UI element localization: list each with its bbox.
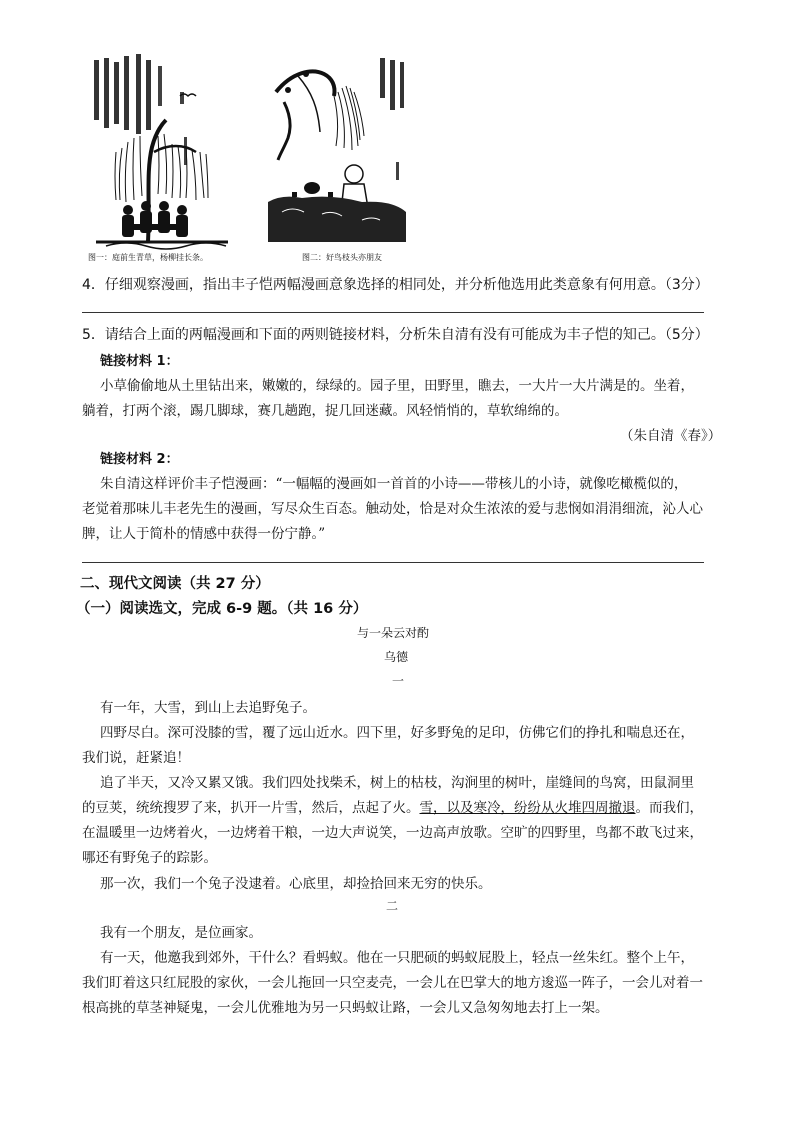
paragraph-3-line-2-text: 的豆荚，统统搜罗了来，扒开一片雪，然后，点起了火。 [82,800,420,816]
paragraph-6-line-1: 有一天，他邀我到郊外，干什么？看蚂蚁。他在一只肥硕的蚂蚁屁股上，轻点一丝朱红。整个上午， [100,950,694,966]
part-1-number: 一 [392,674,405,688]
paragraph-1: 有一年，大雪，到山上去追野兔子。 [100,700,316,716]
answer-line-q4 [82,312,704,313]
question-4: 4．仔细观察漫画，指出丰子恺两幅漫画意象选择的相同处，并分析他选用此类意象有何用意。（3分） [82,277,709,293]
section-divider [82,562,704,563]
section-2-heading: 二、现代文阅读（共 27 分） [80,576,270,592]
comic-image-1 [88,52,238,262]
comic-1-drawing [88,52,238,262]
comic-1-caption: 图一：庭前生青草，杨柳挂长条。 [88,253,208,262]
paragraph-6-line-3: 根高挑的草茎神疑鬼，一会儿优雅地为另一只蚂蚁让路，一会儿又急匆匆地去打上一架。 [82,1000,609,1016]
paragraph-6-line-2: 我们盯着这只红屁股的家伙，一会儿拖回一只空麦壳，一会儿在巴掌大的地方逡巡一阵子，一会儿对着一 [82,975,703,991]
paragraph-4: 那一次，我们一个兔子没逮着。心底里，却捡拾回来无穷的快乐。 [100,876,492,892]
paragraph-3-line-1: 追了半天，又冷又累又饿。我们四处找柴禾，树上的枯枝，沟涧里的树叶，崖缝间的鸟窝，田鼠洞里 [100,775,694,791]
material-2-title: 链接材料 2： [100,452,179,467]
paragraph-3-line-4: 哪还有野兔子的踪影。 [82,850,217,866]
comic-image-2 [262,52,410,262]
question-5: 5．请结合上面的两幅漫画和下面的两则链接材料，分析朱自清有没有可能成为丰子恺的知己。（5分） [82,327,709,343]
paragraph-3-line-2-tail: 。而我们， [635,800,703,816]
paragraph-3-line-3: 在温暖里一边烤着火，一边烤着干粮，一边大声说笑，一边高声放歌。空旷的四野里，鸟都不敢飞过来， [82,825,703,841]
part-2-number: 二 [386,899,399,913]
section-2-subheading: （一）阅读选文，完成 6-9 题。（共 16 分） [76,601,368,617]
material-1-source: （朱自清《春》） [620,428,722,444]
material-1-title: 链接材料 1： [100,354,179,369]
article-title: 与一朵云对酌 [357,626,430,640]
paragraph-5: 我有一个朋友，是位画家。 [100,925,262,941]
material-2-line-2: 老觉着那味儿丰老先生的漫画，写尽众生百态。触动处，恰是对众生浓浓的爱与悲悯如涓涓细流，沁人心 [82,501,703,517]
material-1-line-1: 小草偷偷地从土里钻出来，嫩嫩的，绿绿的。园子里，田野里，瞧去，一大片一大片满是的。坐着， [100,378,694,394]
paragraph-2-line-1: 四野尽白。深可没膝的雪，覆了远山近水。四下里，好多野兔的足印，仿佛它们的挣扎和喘息还在， [100,725,694,741]
material-2-line-3: 脾，让人于简朴的情感中获得一份宁静。” [82,526,326,542]
article-author: 乌德 [384,650,409,664]
underlined-sentence: 雪，以及寒冷，纷纷从火堆四周撤退 [419,800,636,816]
comic-2-drawing [262,52,410,262]
paragraph-2-line-2: 我们说，赶紧追！ [82,750,190,766]
paragraph-3-line-2 [82,796,703,816]
material-1-line-2: 躺着，打两个滚，踢几脚球，赛几趟跑，捉几回迷藏。风轻悄悄的，草软绵绵的。 [82,403,568,419]
comic-2-caption: 图二：好鸟枝头亦朋友 [302,253,382,262]
material-2-line-1: 朱自清这样评价丰子恺漫画：“一幅幅的漫画如一首首的小诗——带核儿的小诗，就像吃橄榄似的， [100,476,688,492]
